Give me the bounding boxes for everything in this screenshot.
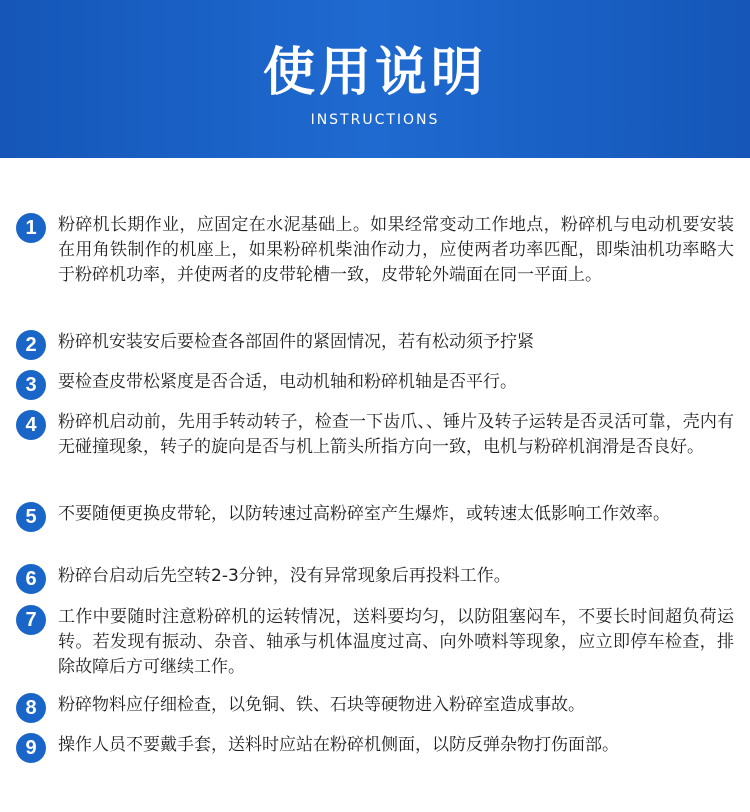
page-subtitle: INSTRUCTIONS — [310, 112, 440, 128]
number-badge-5: 5 — [16, 502, 46, 532]
number-badge-7: 7 — [16, 605, 46, 635]
instruction-text-4: 粉碎机启动前，先用手转动转子，检查一下齿爪、、锤片及转子运转是否灵活可靠，壳内有无碰撞现象，转子的旋向是否与机上箭头所指方向一致，电机与粉碎机润滑是否良好。 — [58, 412, 734, 457]
number-badge-4: 4 — [16, 410, 46, 440]
number-badge-9: 9 — [16, 733, 46, 763]
instruction-text-7: 工作中要随时注意粉碎机的运转情况，送料要均匀，以防阻塞闷车，不要长时间超负荷运转。若发现有振动、杂音、轴承与机体温度过高、向外喷料等现象，应立即停车检查，排除故障后方可继续工作。 — [58, 607, 734, 677]
instructions-list — [0, 158, 750, 812]
instruction-text-5: 不要随便更换皮带轮，以防转速过高粉碎室产生爆炸，或转速太低影响工作效率。 — [58, 504, 670, 524]
instruction-text-3: 要检查皮带松紧度是否合适，电动机轴和粉碎机轴是否平行。 — [58, 372, 517, 392]
number-badge-8: 8 — [16, 693, 46, 723]
number-badge-6: 6 — [16, 564, 46, 594]
instruction-text-8: 粉碎物料应仔细检查，以免铜、铁、石块等硬物进入粉碎室造成事故。 — [58, 695, 585, 715]
page-title: 使用说明 — [262, 43, 487, 103]
instruction-text-2: 粉碎机安装安后要检查各部固件的紧固情况，若有松动须予拧紧 — [58, 332, 534, 352]
number-badge-3: 3 — [16, 370, 46, 400]
number-badge-2: 2 — [16, 330, 46, 360]
instruction-text-9: 操作人员不要戴手套，送料时应站在粉碎机侧面，以防反弹杂物打伤面部。 — [58, 735, 619, 755]
instruction-text-6: 粉碎台启动后先空转2-3分钟，没有异常现象后再投料工作。 — [58, 566, 511, 586]
header-banner — [0, 0, 750, 158]
instruction-text-1: 粉碎机长期作业，应固定在水泥基础上。如果经常变动工作地点，粉碎机与电动机要安装在用角铁制作的机座上，如果粉碎机柴油作动力，应使两者功率匹配，即柴油机功率略大于粉碎机功率，并使两者的皮带轮槽一致，皮带轮外端面在同一平面上。 — [58, 215, 734, 285]
number-badge-1: 1 — [16, 213, 46, 243]
